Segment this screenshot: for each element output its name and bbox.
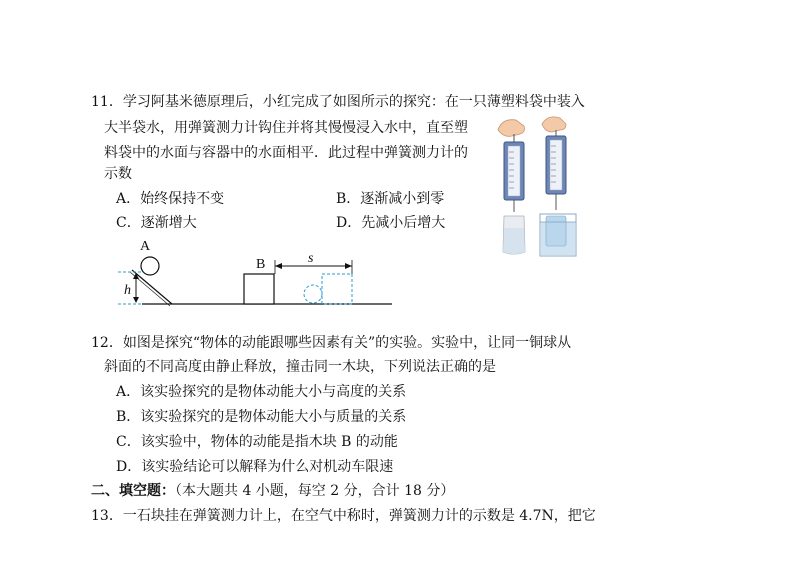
right-hand-icon	[542, 117, 566, 132]
label-b: B	[256, 257, 266, 272]
q13-line-1: 13．一石块挂在弹簧测力计上，在空气中称时，弹簧测力计的示数是 4.7N，把它	[91, 508, 596, 524]
q12-line-1: 12．如图是探究“物体的动能跟哪些因素有关”的实验。实验中，让同一铜球从	[91, 335, 572, 351]
q12-option-a: A．该实验探究的是物体动能大小与高度的关系	[116, 384, 407, 400]
q11-option-d: D．先减小后增大	[336, 215, 446, 231]
block-b	[244, 274, 274, 304]
q11-line-1: 11．学习阿基米德原理后，小红完成了如图所示的探究：在一只薄塑料袋中装入	[91, 94, 585, 110]
q11-line-2: 大半袋水，用弹簧测力计钩住并将其慢慢浸入水中，直至塑	[104, 120, 468, 136]
label-h: h	[124, 283, 131, 298]
q11-option-c: C．逐渐增大	[116, 215, 197, 231]
ball-a	[141, 257, 159, 275]
beaker	[540, 214, 576, 256]
q12-option-b: B．该实验探究的是物体动能大小与质量的关系	[116, 409, 407, 425]
q11-illustration	[490, 112, 600, 262]
q12-option-d: D．该实验结论可以解释为什么对机动车限速	[116, 459, 394, 475]
label-a: A	[140, 239, 151, 254]
q11-option-a: A．始终保持不变	[116, 191, 225, 207]
q12-line-2: 斜面的不同高度由静止释放，撞击同一木块，下列说法正确的是	[104, 359, 496, 375]
water-bag	[503, 216, 525, 254]
q12-option-c: C．该实验中，物体的动能是指木块 B 的动能	[116, 434, 398, 450]
q11-line-3: 料袋中的水面与容器中的水面相平．此过程中弹簧测力计的	[104, 145, 468, 161]
q11-line-4: 示数	[104, 166, 132, 182]
left-spring-scale	[504, 134, 524, 212]
left-hand-icon	[498, 120, 525, 137]
label-s: s	[308, 251, 314, 266]
section-2-desc: （本大题共 4 小题，每空 2 分，合计 18 分）	[175, 483, 455, 499]
section-2-heading	[91, 482, 454, 500]
right-spring-scale	[546, 130, 566, 210]
q12-figure	[112, 236, 396, 308]
q11-option-b: B．逐渐减小到零	[336, 191, 445, 207]
section-2-title: 二、填空题：	[91, 483, 175, 499]
